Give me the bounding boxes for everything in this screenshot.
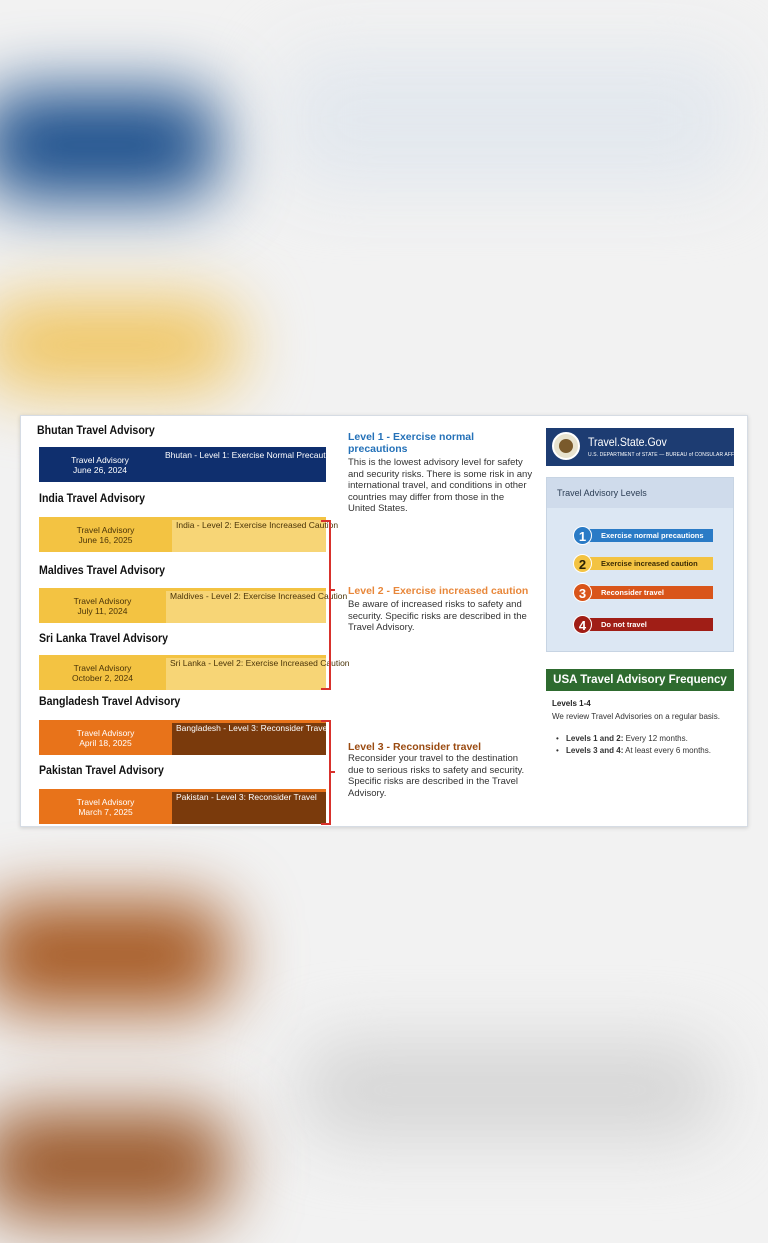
advisory-level-text: Bhutan - Level 1: Exercise Normal Precautions [165,450,342,460]
level-number-badge: 3 [573,583,592,602]
frequency-title: USA Travel Advisory Frequency [546,669,734,691]
advisory-date: Travel Advisory June 16, 2025 [76,524,135,545]
advisory-level-text: Maldives - Level 2: Exercise Increased Caution [166,591,326,623]
level-number-badge: 1 [573,526,592,545]
advisory-bar-maldives [39,588,348,623]
frequency-item-levels-1-2: • Levels 1 and 2: Every 12 months. [566,734,688,743]
advisory-level-text: Pakistan - Level 3: Reconsider Travel [172,792,326,824]
advisory-levels-panel [546,477,734,652]
advisory-bar-sri-lanka [39,655,350,690]
level1-title: Level 1 - Exercise normal precautions [348,431,475,455]
advisory-date: Travel Advisory July 11, 2024 [73,595,132,616]
advisory-level-text: Sri Lanka - Level 2: Exercise Increased Caution [166,658,326,690]
frequency-intro: We review Travel Advisories on a regular basis. [552,712,720,721]
advisory-bar-bangladesh [39,720,330,755]
country-title-india: India Travel Advisory [39,493,146,505]
logo-subtitle: U.S. DEPARTMENT of STATE — BUREAU of CONSULAR AFFAIRS [588,452,746,458]
advisory-date: Travel Advisory October 2, 2024 [72,662,133,683]
advisory-card [20,415,748,827]
level2-title: Level 2 - Exercise increased caution [348,585,529,597]
country-title-bangladesh: Bangladesh Travel Advisory [39,696,181,708]
travel-state-gov-logo [546,428,746,466]
level1-description: This is the lowest advisory level for safety and security risks. There is some risk in any international travel, and conditions in other countries may differ from those in the United States. [348,457,533,514]
level3-description: Reconsider your travel to the destination due to serious risks to safety and security. Specific risks are described in the Travel Advisory. [348,753,525,799]
advisory-date: Travel Advisory June 26, 2024 [71,454,129,475]
advisory-bar-india [39,517,339,552]
level3-title: Level 3 - Reconsider travel [348,741,482,753]
frequency-item-levels-3-4: • Levels 3 and 4: At least every 6 months. [566,746,711,755]
level-number-badge: 2 [573,554,592,573]
level2-description: Be aware of increased risks to safety and security. Specific risks are described in the Travel Advisory. [348,599,527,633]
advisory-date: Travel Advisory April 18, 2025 [76,727,135,748]
logo-title: Travel.State.Gov [588,435,667,449]
level-item-4: Do not travel 4 [573,615,713,633]
state-department-seal-icon [552,432,580,460]
level-item-1: Exercise normal precautions 1 [573,526,713,544]
level2-bracket-tick [329,589,335,591]
level2-bracket [321,520,331,690]
country-title-bhutan: Bhutan Travel Advisory [37,425,155,437]
level-item-2: Exercise increased caution 2 [573,554,713,572]
country-title-maldives: Maldives Travel Advisory [39,565,166,577]
advisory-level-text: India - Level 2: Exercise Increased Caution [172,520,326,552]
levels-panel-header: Travel Advisory Levels [547,478,733,508]
level-item-3: Reconsider travel 3 [573,583,713,601]
advisory-bar-pakistan [39,789,326,824]
advisory-level-text: Bangladesh - Level 3: Reconsider Travel [172,723,326,755]
advisory-bar-bhutan [39,447,342,482]
country-title-pakistan: Pakistan Travel Advisory [39,765,164,777]
advisory-date: Travel Advisory March 7, 2025 [76,796,135,817]
level3-bracket-tick [329,771,335,773]
frequency-levels-label: Levels 1-4 [552,699,591,708]
country-title-sri-lanka: Sri Lanka Travel Advisory [39,633,168,645]
level-number-badge: 4 [573,615,592,634]
